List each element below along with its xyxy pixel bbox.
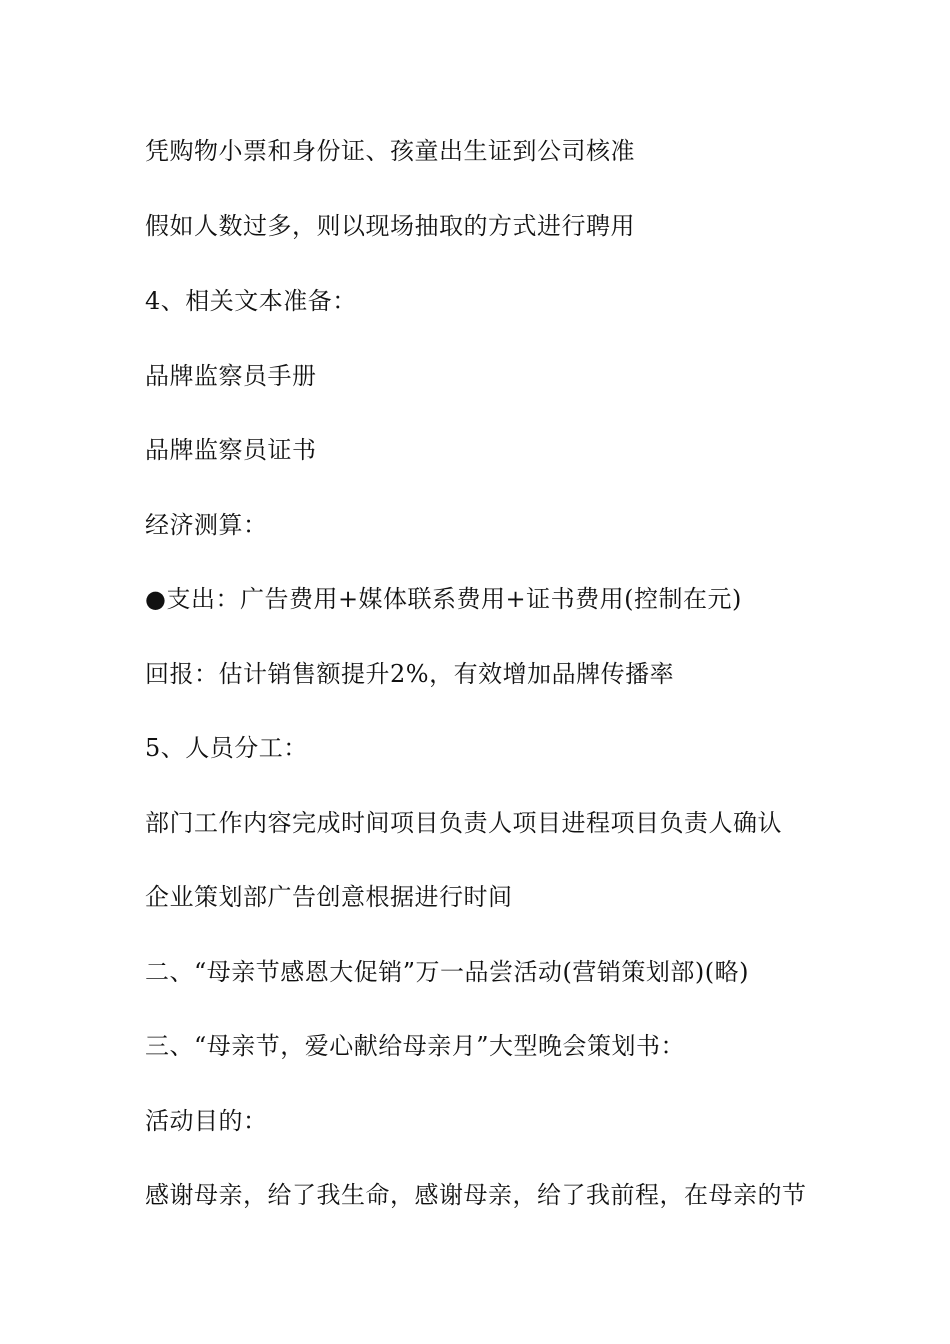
text-line: 经济测算：: [145, 511, 268, 539]
text-line: 感谢母亲，给了我生命，感谢母亲，给了我前程，在母亲的节: [145, 1181, 807, 1209]
text-line: 假如人数过多，则以现场抽取的方式进行聘用: [145, 212, 635, 240]
text-line: 活动目的：: [145, 1107, 268, 1135]
section-heading: 三、“母亲节，爱心献给母亲月”大型晚会策划书：: [145, 1032, 686, 1060]
text-line: 回报：估计销售额提升2%，有效增加品牌传播率: [145, 660, 675, 688]
text-line: 部门工作内容完成时间项目负责人项目进程项目负责人确认: [145, 809, 782, 837]
text-line: 品牌监察员证书: [145, 436, 317, 464]
section-heading: 二、“母亲节感恩大促销”万一品尝活动(营销策划部)(略): [145, 958, 749, 986]
section-heading: 4、相关文本准备：: [145, 287, 357, 315]
text-line: 凭购物小票和身份证、孩童出生证到公司核准: [145, 137, 635, 165]
text-line: 企业策划部广告创意根据进行时间: [145, 883, 513, 911]
text-line: ●支出：广告费用+媒体联系费用+证书费用(控制在元): [145, 585, 742, 613]
section-heading: 5、人员分工：: [145, 734, 308, 762]
text-line: 品牌监察员手册: [145, 362, 317, 390]
